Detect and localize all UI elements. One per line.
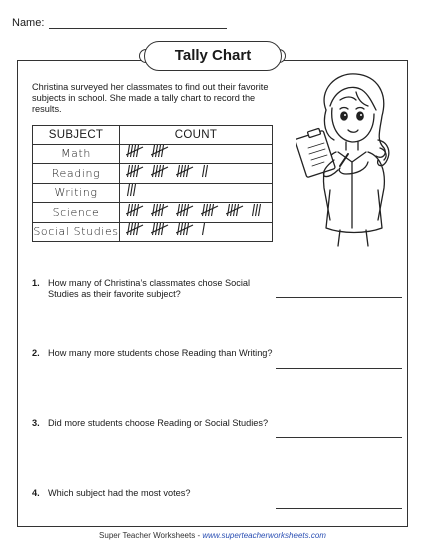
- subject-cell: Social Studies: [33, 222, 120, 242]
- tally-stroke: [128, 145, 130, 157]
- tally-group-partial: [201, 164, 210, 178]
- table-row: [33, 203, 273, 223]
- girl-with-clipboard-icon: [296, 70, 408, 248]
- tally-stroke: [162, 204, 164, 216]
- tally-stroke: [206, 204, 208, 216]
- tally-marks: [126, 145, 176, 158]
- subject-cell: Reading: [33, 164, 120, 184]
- tally-stroke: [256, 204, 258, 216]
- tally-stroke: [187, 223, 189, 235]
- tally-group-five: [151, 144, 169, 158]
- tally-marks: [126, 203, 270, 216]
- page-title: Tally Chart: [144, 41, 282, 71]
- footer: [0, 531, 425, 540]
- tally-stroke: [153, 145, 155, 157]
- tally-stroke: [231, 204, 233, 216]
- tally-stroke: [137, 223, 139, 235]
- name-label: Name:: [12, 17, 45, 29]
- intro-text: Christina surveyed her classmates to find out their favorite subjects in school. She made a tally chart to record the results.: [32, 82, 269, 114]
- tally-group-five: [151, 203, 169, 217]
- count-cell: [120, 203, 273, 223]
- count-header: COUNT: [120, 126, 273, 145]
- question-1: [32, 278, 282, 300]
- tally-stroke: [203, 223, 205, 235]
- tally-stroke: [131, 165, 133, 177]
- question-number: 2.: [32, 348, 40, 358]
- table-row: [33, 183, 273, 203]
- subject-header: SUBJECT: [33, 126, 120, 145]
- tally-stroke: [178, 223, 180, 235]
- tally-stroke: [253, 204, 255, 216]
- tally-stroke: [162, 145, 164, 157]
- tally-stroke: [203, 204, 205, 216]
- question-number: 3.: [32, 418, 40, 428]
- tally-group-partial: [251, 203, 263, 217]
- tally-stroke: [134, 184, 136, 196]
- question-text: Which subject had the most votes?: [48, 488, 191, 498]
- tally-group-five: [151, 222, 169, 236]
- tally-group-five: [201, 203, 219, 217]
- tally-marks: [126, 164, 217, 177]
- tally-stroke: [212, 204, 214, 216]
- subject-cell: Science: [33, 203, 120, 223]
- tally-stroke: [128, 165, 130, 177]
- name-row: [12, 17, 227, 29]
- tally-stroke: [128, 223, 130, 235]
- count-cell: [120, 183, 273, 203]
- answer-line-4[interactable]: [276, 508, 402, 509]
- tally-stroke: [128, 204, 130, 216]
- subject-cell: Math: [33, 144, 120, 164]
- tally-stroke: [131, 223, 133, 235]
- tally-stroke: [137, 204, 139, 216]
- tally-stroke: [162, 223, 164, 235]
- tally-stroke: [156, 165, 158, 177]
- tally-group-five: [126, 144, 144, 158]
- tally-stroke: [131, 184, 133, 196]
- question-number: 1.: [32, 278, 40, 288]
- tally-stroke: [128, 184, 130, 196]
- tally-stroke: [178, 204, 180, 216]
- tally-table: [32, 125, 273, 242]
- tally-group-five: [126, 222, 144, 236]
- table-row: [33, 222, 273, 242]
- question-text: How many of Christina’s classmates chose Social Studies as their favorite subject?: [48, 278, 251, 299]
- tally-stroke: [203, 165, 205, 177]
- name-input-line[interactable]: [49, 18, 227, 29]
- tally-stroke: [162, 165, 164, 177]
- footer-brand: Super Teacher Worksheets -: [99, 531, 201, 540]
- tally-group-five: [226, 203, 244, 217]
- tally-stroke: [137, 145, 139, 157]
- tally-stroke: [178, 165, 180, 177]
- tally-stroke: [156, 204, 158, 216]
- tally-stroke: [259, 204, 261, 216]
- tally-group-five: [126, 203, 144, 217]
- question-text: How many more students chose Reading than Writing?: [48, 348, 273, 358]
- tally-group-partial: [201, 222, 207, 236]
- answer-line-2[interactable]: [276, 368, 402, 369]
- tally-stroke: [181, 165, 183, 177]
- tally-marks: [126, 184, 145, 197]
- tally-group-five: [126, 164, 144, 178]
- tally-marks: [126, 223, 214, 236]
- tally-stroke: [156, 145, 158, 157]
- tally-group-five: [176, 222, 194, 236]
- tally-stroke: [156, 223, 158, 235]
- count-cell: [120, 164, 273, 184]
- answer-line-3[interactable]: [276, 437, 402, 438]
- tally-stroke: [187, 165, 189, 177]
- tally-group-partial: [126, 183, 138, 197]
- tally-group-five: [176, 203, 194, 217]
- tally-stroke: [131, 204, 133, 216]
- tally-table-header-row: [33, 126, 273, 145]
- tally-stroke: [187, 204, 189, 216]
- tally-group-five: [151, 164, 169, 178]
- tally-stroke: [153, 204, 155, 216]
- table-row: [33, 164, 273, 184]
- tally-stroke: [206, 165, 208, 177]
- count-cell: [120, 144, 273, 164]
- tally-stroke: [153, 165, 155, 177]
- footer-url-link[interactable]: www.superteacherworksheets.com: [202, 531, 326, 540]
- tally-stroke: [131, 145, 133, 157]
- tally-stroke: [153, 223, 155, 235]
- tally-stroke: [181, 223, 183, 235]
- question-4: [32, 488, 282, 499]
- subject-cell: Writing: [33, 183, 120, 203]
- question-text: Did more students choose Reading or Social Studies?: [48, 418, 269, 428]
- question-2: [32, 348, 282, 359]
- tally-stroke: [228, 204, 230, 216]
- tally-stroke: [237, 204, 239, 216]
- count-cell: [120, 222, 273, 242]
- tally-stroke: [137, 165, 139, 177]
- answer-line-1[interactable]: [276, 297, 402, 298]
- tally-group-five: [176, 164, 194, 178]
- question-number: 4.: [32, 488, 40, 498]
- table-row: [33, 144, 273, 164]
- tally-stroke: [181, 204, 183, 216]
- question-3: [32, 418, 282, 429]
